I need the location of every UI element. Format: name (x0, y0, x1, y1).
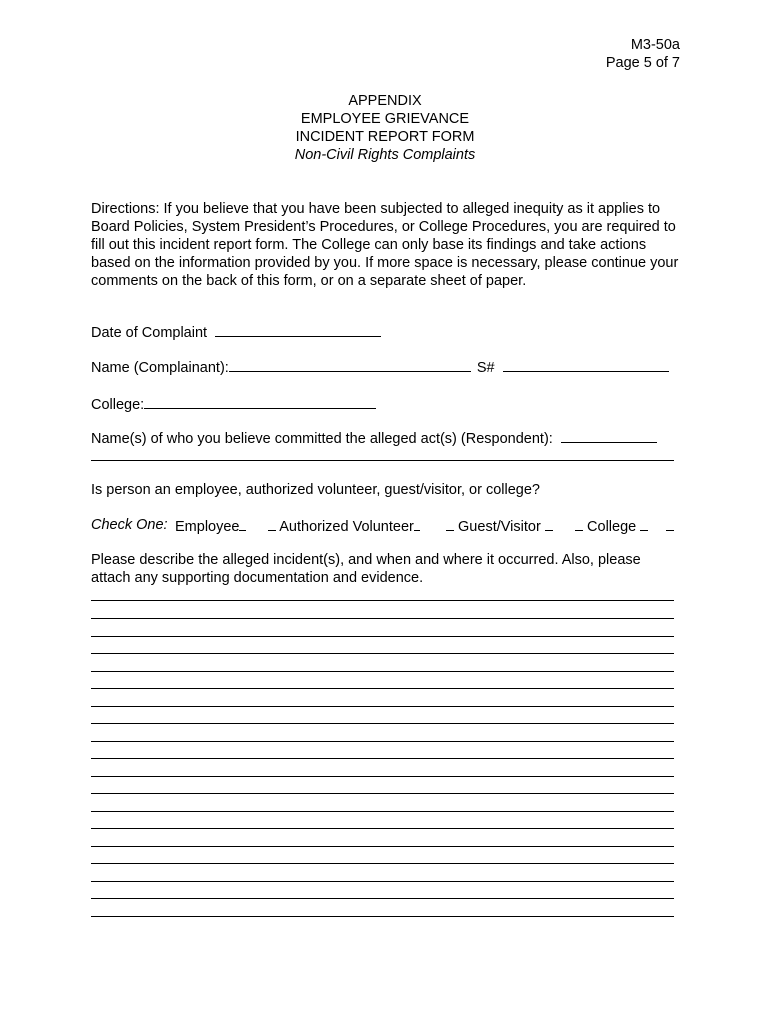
title-appendix: APPENDIX (348, 93, 422, 109)
option-volunteer[interactable] (268, 516, 420, 536)
s-number-label: S# (476, 360, 495, 376)
title-form: INCIDENT REPORT FORM (295, 129, 475, 145)
form-code: M3-50a (630, 37, 680, 53)
description-line[interactable] (91, 723, 674, 724)
description-line[interactable] (91, 846, 674, 847)
description-line[interactable] (91, 600, 674, 601)
option-volunteer-blank-pre[interactable] (268, 516, 276, 531)
option-employee-label: Employee (175, 519, 240, 535)
option-college-blank[interactable] (640, 516, 648, 531)
description-line[interactable] (91, 636, 674, 637)
college-field[interactable] (144, 394, 376, 409)
option-guest-label: Guest/Visitor (458, 519, 541, 535)
description-prompt: Please describe the alleged incident(s), and when and where it occurred. Also, please attach any supporting documentation and evidence. (91, 552, 641, 586)
respondent-field-line-2[interactable] (91, 460, 674, 461)
name-label: Name (Complainant): (91, 360, 229, 376)
description-line[interactable] (91, 706, 674, 707)
check-one-label: Check One: (91, 517, 168, 533)
respondent-label: Name(s) of who you believe committed the alleged act(s) (Respondent): (91, 431, 553, 447)
option-guest[interactable] (446, 516, 553, 536)
description-line[interactable] (91, 618, 674, 619)
description-line[interactable] (91, 653, 674, 654)
description-line[interactable] (91, 741, 674, 742)
option-volunteer-blank[interactable] (414, 516, 420, 531)
description-line[interactable] (91, 863, 674, 864)
option-college-label: College (587, 519, 637, 535)
option-employee-blank[interactable] (239, 516, 246, 531)
college-row (91, 394, 376, 414)
description-line[interactable] (91, 758, 674, 759)
page-indicator: Page 5 of 7 (605, 55, 680, 71)
form-code-block (606, 36, 680, 72)
option-guest-blank[interactable] (545, 516, 553, 531)
description-line[interactable] (91, 828, 674, 829)
option-college-blank-pre[interactable] (575, 516, 583, 531)
description-line[interactable] (91, 916, 674, 917)
date-field[interactable] (215, 322, 381, 337)
name-row (91, 357, 669, 377)
respondent-row (91, 428, 657, 448)
description-line[interactable] (91, 671, 674, 672)
s-number-field[interactable] (503, 357, 669, 372)
question-text: Is person an employee, authorized volunteer, guest/visitor, or college? (91, 482, 540, 498)
date-row (91, 322, 381, 342)
description-line[interactable] (91, 811, 674, 812)
subtitle: Non-Civil Rights Complaints (294, 147, 476, 163)
description-line[interactable] (91, 776, 674, 777)
name-field[interactable] (229, 357, 471, 372)
option-college-blank-2[interactable] (666, 516, 674, 531)
date-label: Date of Complaint (91, 325, 208, 341)
title-grievance: EMPLOYEE GRIEVANCE (300, 111, 470, 127)
option-guest-blank-pre[interactable] (446, 516, 454, 531)
option-college[interactable] (575, 516, 674, 536)
option-volunteer-label: Authorized Volunteer (279, 519, 414, 535)
directions-text: Directions: If you believe that you have been subjected to alleged inequity as it applies to Board Policies, System President’s Procedures, or College Procedures, you are required to fill out this incident report form. The College can only base its findings and take actions based on the information provided by you. If more space is necessary, please continue your comments on the back of this form, or on a separate sheet of paper. (91, 201, 679, 289)
description-line[interactable] (91, 881, 674, 882)
option-employee[interactable] (175, 516, 246, 536)
college-label: College: (91, 397, 145, 413)
description-line[interactable] (91, 793, 674, 794)
respondent-field[interactable] (561, 428, 657, 443)
description-line[interactable] (91, 898, 674, 899)
description-line[interactable] (91, 688, 674, 689)
title-block (0, 92, 770, 164)
check-one-row (91, 516, 168, 534)
